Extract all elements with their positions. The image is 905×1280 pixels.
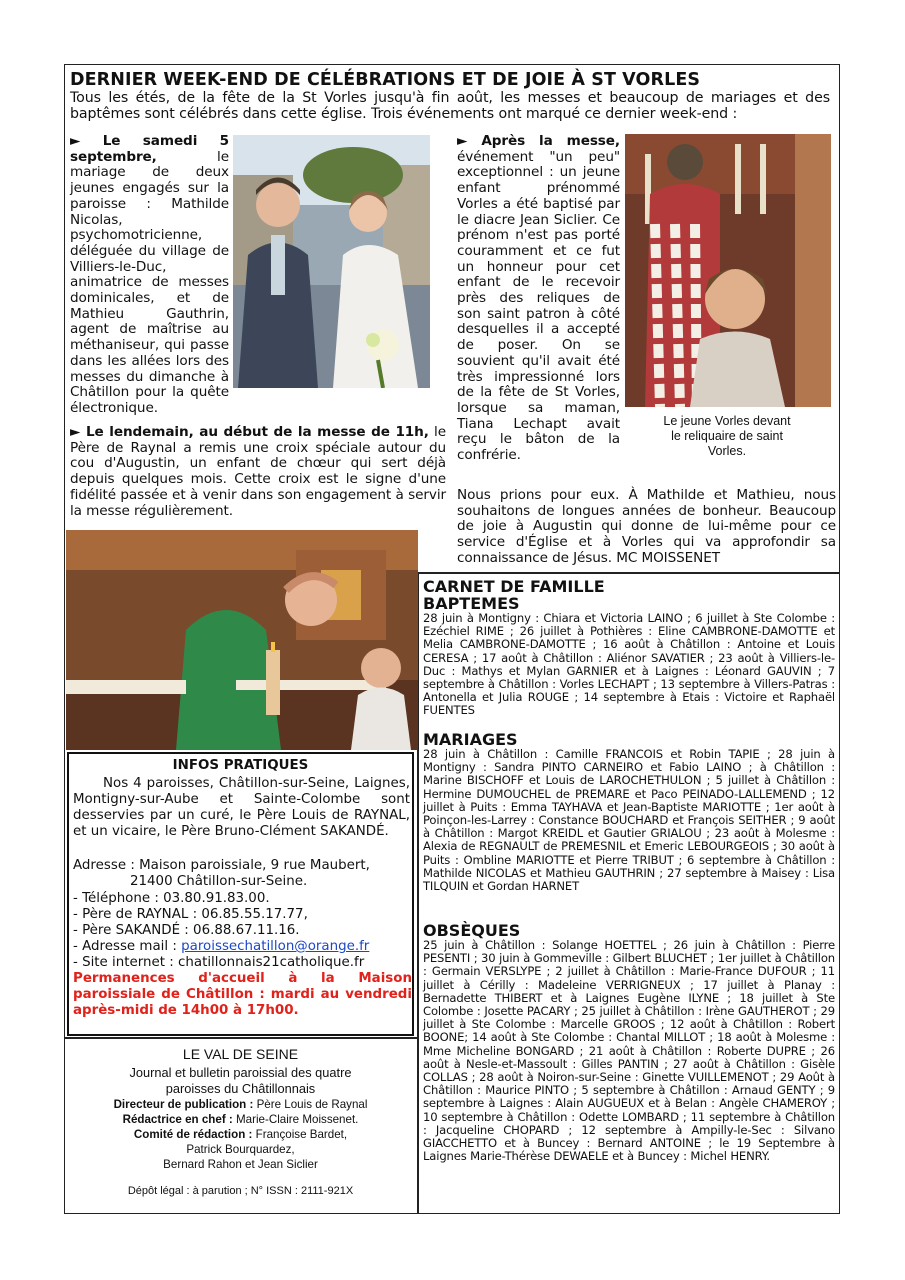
altar-photo [66, 530, 418, 750]
infos-permanences: Permanences d'accueil à la Maison paroissiale de Châtillon : mardi au vendredi après-midi de 14h00 à 17h00. [73, 971, 412, 1019]
article-title: DERNIER WEEK-END DE CÉLÉBRATIONS ET DE JOIE À ST VORLES [70, 70, 701, 90]
infos-site: - Site internet : chatillonnais21catholique.fr [73, 955, 365, 970]
director-label: Directeur de publication : [113, 1098, 257, 1111]
colophon-committee [67, 1127, 414, 1142]
divider-carnet [418, 572, 840, 574]
infos-sakande-phone: - Père SAKANDÉ : 06.88.67.11.16. [73, 923, 300, 938]
editor-label: Rédactrice en chef : [122, 1113, 236, 1126]
infos-adresse-line2: 21400 Châtillon-sur-Seine. [130, 874, 308, 889]
colophon-subtitle-1: Journal et bulletin paroissial des quatre [129, 1065, 352, 1080]
infos-mail-link[interactable]: paroissechatillon@orange.fr [181, 939, 370, 954]
baptism-lead: ► Après la messe, [457, 133, 620, 149]
baptemes-heading: BAPTEMES [423, 594, 520, 613]
infos-adresse-line1: Adresse : Maison paroissiale, 9 rue Maubert, [73, 858, 370, 873]
article-intro: Tous les étés, de la fête de la St Vorles jusqu'à fin août, les messes et beaucoup de mariages et des baptêmes sont célébrés dans cette église. Trois événements ont marqué ce dernier week-end : [70, 90, 830, 122]
colophon-name: LE VAL DE SEINE [182, 1046, 299, 1062]
director-name: Père Louis de Raynal [256, 1098, 368, 1111]
infos-paroisses: Nos 4 paroisses, Châtillon-sur-Seine, Laignes, Montigny-sur-Aube et Sainte-Colombe sont desservies par un curé, le Père Louis de RAYNAL, et un vicaire, le Père Bruno-Clément SAKANDÉ. [73, 776, 410, 840]
committee-line-2: Patrick Bourquardez, [186, 1143, 295, 1156]
reliquary-caption: Le jeune Vorles devant le reliquaire de saint Vorles. [663, 414, 791, 458]
wedding-text: le mariage de deux jeunes engagés sur la paroisse : Mathilde Nicolas, psychomotricienne, déléguée du village de Villiers-le-Duc, animatrice de messes dominicales, et de Mathieu Gauthrin, agent de maîtrise au méthaniseur, qui passe dans les allées lors des messes du dimanche à Châtillon pour la quête électronique. [70, 148, 229, 416]
committee-line-3: Bernard Rahon et Jean Siclier [163, 1158, 318, 1171]
colophon [67, 1040, 414, 1199]
baptemes-list: 28 juin à Montigny : Chiara et Victoria LAINO ; 6 juillet à Ste Colombe : Ezéchiel RIME ; 26 juillet à Pothières : Eline CAMBRONE-DAMOTTE et Melia CAMBRONE-DAMOTTE ; 16 août à Châtillon : Antoine et Louis CERESA ; 17 août à Châtillon : Aliénor SAVATIER ; 23 août à Villiers-le-Duc : Mathys et Mylan GARNIER et à Laignes : Léonard GAUVIN ; 7 septembre à Châtillon : Vorles LECHAPT ; 13 septembre à Villers-Patras : Antonella et Julia ROUGE ; 14 septembre à Etais : Victoire et Raphaël FUENTES [423, 611, 835, 718]
colophon-director [67, 1097, 414, 1112]
obseques-heading: OBSÈQUES [423, 921, 521, 940]
reliquary-photo [625, 134, 831, 407]
mariages-list: 28 juin à Châtillon : Camille FRANCOIS et Robin TAPIE ; 28 juin à Montigny : Sandra PINTO CARNEIRO et Fabio LAINO ; à Châtillon : Marine BISCHOFF et Louis de LAROCHETHULON ; 5 juillet à Châtillon : Hermine DUMOUCHEL de PREMARE et Paco PEINADO-LALLEMEND ; 12 juillet à Puits : Emma TAYHAVA et Jean-Baptiste MARIOTTE ; 1er août à Poinçon-les-Larrey : Constance BOUCHARD et François SEITHER ; 9 août à Châtillon : Margot KREIDL et Gautier GRIALOU ; 23 août à Molesme : Alexia de REGNAULT de PREMESNIL et Emeric LEBOURGEOIS ; 30 août à Puits : Ombline MARIOTTE et Pierre TRIBUT ; 6 septembre à Châtillon : Mathilde NICOLAS et Mathieu GAUTHRIN ; 27 septembre à Maisey : Lisa TILQUIN et Gordan HARNET [423, 747, 835, 894]
colophon-subtitle-2: paroisses du Châtillonnais [165, 1081, 316, 1096]
legal-deposit: Dépôt légal : à parution ; N° ISSN : 2111-921X [127, 1185, 354, 1197]
infos-raynal-phone: - Père de RAYNAL : 06.85.55.17.77, [73, 907, 308, 922]
committee-label: Comité de rédaction : [133, 1128, 256, 1141]
infos-mail-label: - Adresse mail : [73, 939, 182, 954]
infos-mail-line [73, 939, 369, 955]
divider-colophon [64, 1037, 418, 1039]
infos-title: INFOS PRATIQUES [172, 758, 309, 773]
wedding-photo [233, 135, 430, 388]
closing-paragraph: Nous prions pour eux. À Mathilde et Mathieu, nous souhaitons de longues années de bonheur. Beaucoup de joie à Augustin qui donne de lui-même pour ce service d'Église et à Vorles qui va approfondir sa connaissance de Jésus. MC MOISSENET [457, 487, 836, 566]
infos-pratiques-box [67, 752, 414, 1036]
altar-server-lead: ► Le lendemain, au début de la messe de 11h, [70, 424, 429, 440]
baptism-paragraph [457, 134, 620, 464]
obseques-list: 25 juin à Châtillon : Solange HOETTEL ; 26 juin à Châtillon : Pierre PESENTI ; 30 juin à Gommeville : Gilbert BLUCHET ; 1er juillet à Châtillon : Germain VERSLYPE ; 2 juillet à Châtillon : Marie-France DUFOUR ; 11 juillet à Cérilly : Madeleine VERRIGNEUX ; 17 juillet à Planay : Bernadette THIBERT et à Laignes Eugène ILYNE ; 18 juillet à Ste Colombe : Josette PACARY ; 25 juillet à Châtillon : Irène GAUTHEROT ; 29 juillet à Ste Colombe : Marcelle GROOS ; 12 août à Châtillon : Robert BOONE; 14 août à Ste Colombe : Chantal MILLOT ; 18 août à Molesme : Mme Micheline BONGARD ; 21 août à Châtillon : Roberte DUPRE ; 26 août à Nesle-et-Massoult : Gilles PANTIN ; 27 août à Châtillon : Gisèle COLLAS ; 28 août à Noiron-sur-Seine : Ginette VUILLEMENOT ; 29 Août à Châtillon : Maurice PINTO ; 5 septembre à Châtillon : Arnaud GENTY ; 9 septembre à Laignes : Alain AUGUEUX et à Belan : Angèle CHAMEROY ; 10 septembre à Châtillon : Odette LOMBARD ; 11 septembre à Châtillon : Jacqueline CHOPARD ; 12 septembre à Ampilly-le-Sec : Silvano GIACCHETTO et à Buncey : Bernard ANTOINE ; le 19 Septembre à Laignes Marie-Thérèse DEWAELE et à Buncey : Michel HENRY. [423, 938, 835, 1164]
baptism-text: événement "un peu" exceptionnel : un jeune enfant prénommé Vorles a été baptisé par le diacre Jean Siclier. Ce prénom n'est pas porté couramment et ce fut un honneur pour cet enfant de le recevoir près des reliques de son saint patron à côté desquelles il a accepté de poser. On se souvient qu'il avait été très impressionné lors de la fête de St Vorles, lorsque sa maman, Tiana Lechapt avait reçu le bâton de la confrérie. [457, 148, 620, 464]
committee-line-1: Françoise Bardet, [255, 1128, 348, 1141]
wedding-lead: ► Le samedi 5 septembre, [70, 133, 229, 165]
carnet-title: CARNET DE FAMILLE [423, 577, 605, 596]
editor-name: Marie-Claire Moissenet. [235, 1113, 359, 1126]
colophon-editor [67, 1112, 414, 1127]
altar-server-paragraph [70, 425, 446, 519]
altar-server-text: le Père de Raynal a remis une croix spéciale autour du cou d'Augustin, un enfant de chœur qui sert déjà depuis quelques mois. Cette croix est le signe d'une fidélité passée et à venir dans son engagement à servir la messe régulièrement. [70, 424, 446, 519]
mariages-heading: MARIAGES [423, 730, 518, 749]
infos-telephone: - Téléphone : 03.80.91.83.00. [73, 891, 270, 906]
wedding-paragraph [70, 134, 229, 417]
